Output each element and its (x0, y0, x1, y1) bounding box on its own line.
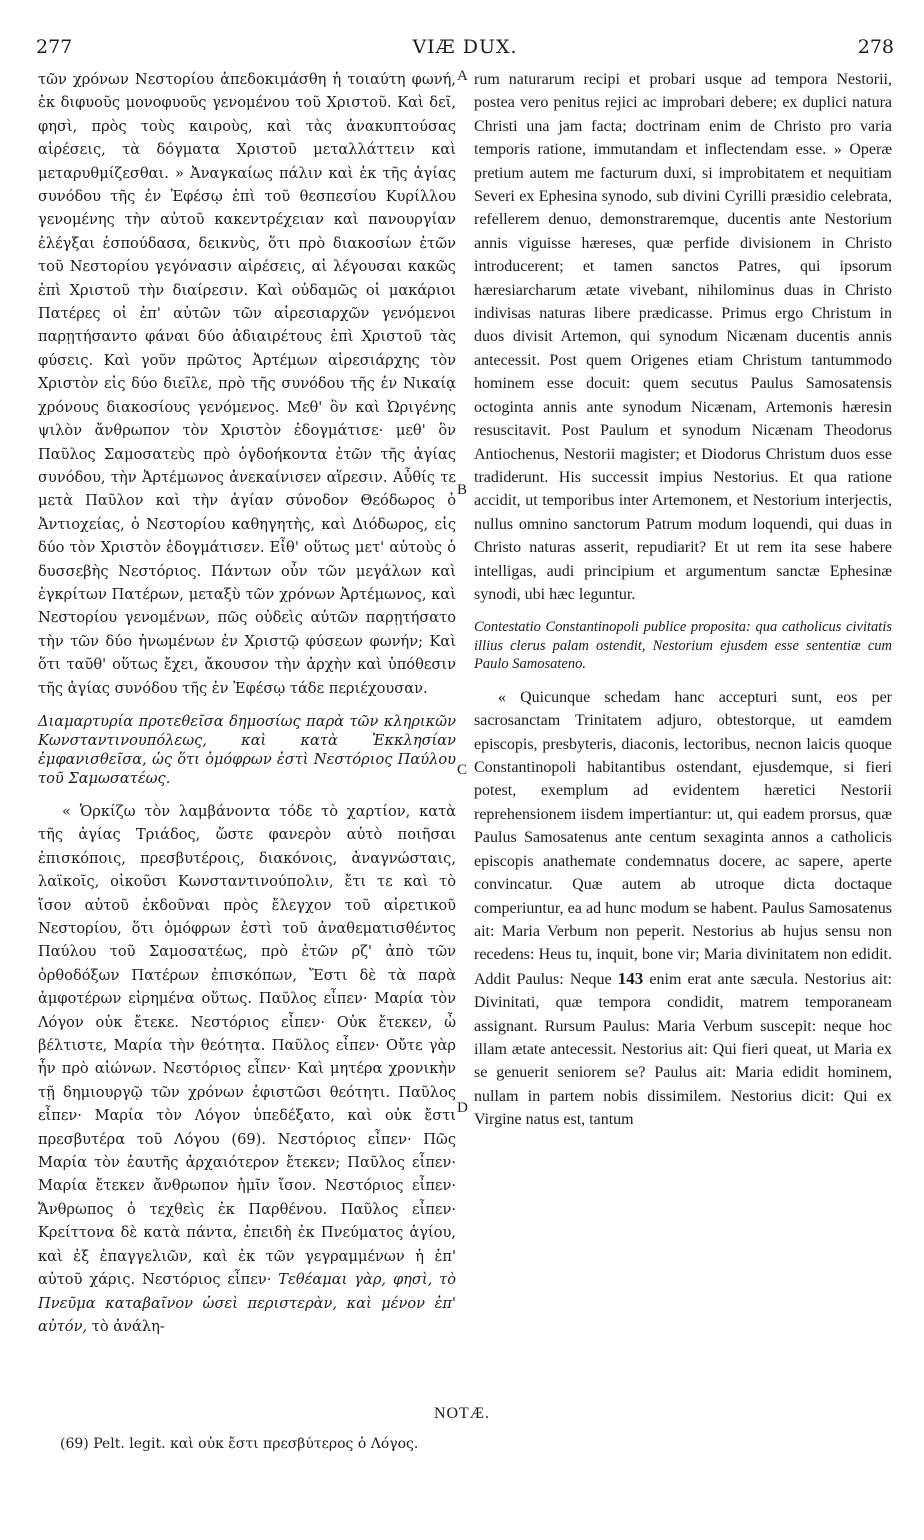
latin-p2-text-b: enim erat ante sæcula. Nestorius ait: Divinitati, quæ tempora condidit, matrem temporaneam assignant. Rursum Paulus: Maria Verbum suscepit: neque hoc illam ætate antecessit. Nestorius ait: Qui fieri queat, ut Maria ex se genuerit seniorem se? Paulus ait: Maria edidit hominem, nullam in partem nobis dissimilem. Nestorius dicit: Qui ex Virgine natus est, tantum (474, 970, 893, 1129)
greek-p2-text-a: « Ὁρκίζω τὸν λαμβάνοντα τόδε τὸ χαρτίον, κατὰ τῆς ἁγίας Τριάδος, ὥστε φανερὸν αὐτὸ ποιῆσαι ἐπισκόποις, πρεσβυτέροις, διακόνοις, ἀναγνώσταις, λαϊκοῖς, οἰκοῦσι Κωνσταντινούπολιν, ἔτι τε καὶ τὸ ἴσον αὐτοῦ ἐκδοῦναι πρὸς ἔλεγχον τοῦ αἱρετικοῦ Νεστορίου, ὅτι ὁμόφρων ἐστὶ τοῦ ἀναθεματισθέντος Παύλου τοῦ Σαμοσατέως, πρὸ ἐτῶν ρζ' ἀπὸ τῶν ὀρθοδόξων Πατέρων ἐπισκόπων, Ἔστι δὲ τὰ παρὰ ἀμφοτέρων εἰρημένα οὕτως. Παῦλος εἶπεν· Μαρία τὸν Λόγον οὐκ ἔτεκε. Νεστόριος εἶπεν· Οὐκ ἔτεκεν, ὦ βέλτιστε, Μαρία τὴν θεότητα. Παῦλος εἶπεν· Οὔτε γὰρ ἦν πρὸ αἰώνων. Νεστόριος εἶπεν· Καὶ μητέρα χρονικὴν τῇ δημιουργῷ τῶν χρόνων ἐφιστῶσι θεότητι. Παῦλος εἶπεν· Μαρία τὸν Λόγον ὑπεδέξατο, καὶ οὐκ ἔστι πρεσβυτέρα τοῦ Λόγου (38, 802, 456, 1148)
greek-paragraph-1: τῶν χρόνων Νεστορίου ἀπεδοκιμάσθη ἡ τοιαύτη φωνή, ἐκ διφυοῦς μονοφυοῦς γενομένου τοῦ Χριστοῦ. Καὶ δεῖ, φησὶ, πρὸς τοὺς καιροὺς, καὶ τὰς ἀνακυπτούσας αἱρέσεις, τὰ δόγματα Χριστοῦ μεταλλάττειν καὶ μεταρυθμίζεσθαι. » Ἀναγκαίως πάλιν καὶ ἐκ τῆς ἁγίας συνόδου τῆς ἐν Ἐφέσῳ ἐπὶ τοῦ θεσπεσίου Κυρίλλου γενομένης τὴν αὐτοῦ κακεντρέχειαν καὶ πανουργίαν ἐλέγξαι ἐσπούδασα, δεικνὺς, ὅτι πρὸ διακοσίων ἐτῶν τοῦ Νεστορίου γεγόνασιν αἱρέσεις, αἱ λέγουσαι κακῶς ἐπὶ Χριστοῦ τὴν διαίρεσιν. Καὶ οὐδαμῶς οἱ μακάριοι Πατέρες οἱ ἐπ' αὐτῶν τῶν αἱρεσιαρχῶν γενόμενοι παρῃτήσαντο φάναι δύο ἀδιαιρέτους ἐπὶ Χριστοῦ τὰς φύσεις. Καὶ γοῦν πρῶτος Ἀρτέμων αἱρεσιάρχης τὸν Χριστὸν εἰς δύο διεῖλε, πρὸ τῆς συνόδου τῆς ἐν Νικαίᾳ χρόνους διακοσίους γενόμενος. Μεθ' ὃν καὶ Ὠριγένης ψιλὸν ἄνθρωπον τὸν Χριστὸν ἐδογμάτισε· μεθ' ὃν Παῦλος Σαμοσατεὺς πρὸ ὀγδοήκοντα ἐτῶν τῆς ἁγίας συνόδου, τὴν Ἀρτέμωνος ἀνεκαίνισεν αἵρεσιν. Αὖθίς τε μετὰ Παῦλον καὶ τὴν ἁγίαν σύνοδον Θεόδωρος ὁ Ἀντιοχείας, ὁ Νεστορίου καθηγητὴς, καὶ Διόδωρος, εἰς δύο τὸν Χριστὸν ἐδογμάτισεν. Εἶθ' οὕτως μετ' αὐτοὺς ὁ δυσσεβὴς Νεστόριος. Πάντων οὖν τῶν μεγάλων καὶ ἐγκρίτων Πατέρων, μεταξὺ τῶν χρόνων Ἀρτέμωνος, καὶ Νεστορίου γενομένων, πῶς οὐδεὶς αὐτῶν παρῃτήσατο τὴν τῶν δύο ἡνωμένων ἐν Χριστῷ φύσεων φωνήν; Καὶ ὅτι ταῦθ' οὕτως ἔχει, ἄκουσον τὴν ἀρχὴν καὶ ὑπόθεσιν τῆς ἁγίας συνόδου τῆς ἐν Ἐφέσῳ τάδε περιέχουσαν. (38, 71, 456, 697)
latin-section-heading: Contestatio Constantinopoli publice proposita: qua catholicus civitatis illius clerus palam ostendit, Nestorium ejusdem esse sententiæ cum Paulo Samosateno. (474, 619, 892, 673)
latin-column (474, 68, 892, 1132)
page-number-right: 278 (857, 36, 894, 58)
note-reference-69: (69) (231, 1130, 262, 1148)
greek-paragraph-2 (38, 800, 456, 1338)
page-header (36, 36, 894, 62)
section-letter-b: B (457, 482, 468, 498)
section-letter-a: A (457, 68, 468, 84)
latin-paragraph-2 (474, 686, 892, 1132)
greek-p2-text-c: τὸ ἀνάλη- (91, 1317, 165, 1335)
notes-heading: NOTÆ. (433, 1405, 491, 1422)
section-letter-c: C (457, 762, 468, 778)
greek-section-heading: Διαμαρτυρία προτεθεῖσα δημοσίως παρὰ τῶν κληρικῶν Κωνσταντινουπόλεως, καὶ κατὰ Ἐκκλησίαν ἐμφανισθεῖσα, ὡς ὅτι ὁμόφρων ἐστὶ Νεστόριος Παύλου τοῦ Σαμωσατέως. (38, 712, 456, 787)
latin-p2-text-a: « Quicunque schedam hanc accepturi sunt, eos per sacrosanctam Trinitatem adjuro, obtestorque, ut eamdem episcopis, presbyteris, diaconis, lectoribus, necnon laicis quoque Constantinopoli habitantibus ostendant, ejusdemque, si fieri potest, exemplum ad evidentem hæretici Nestorii reprehensionem iisdem impertiantur: ut, qui eadem prorsus, quæ Paulus Samosatenus ante centum sexaginta annos a catholicis episcopis anathemate condemnatus docere, ac sapere, aperte convincatur. Quæ autem ab utroque dicta doctaque comperiuntur, ea ad hunc modum se habent. Paulus Samosatenus ait: Maria Verbum non peperit. Nestorius ab hujus sensu non recedens: Heus tu, inquit, bone vir; Maria divinitatem non edidit. Addit Paulus: Neque (474, 688, 892, 988)
section-letters (455, 68, 473, 1168)
original-page-reference: 143 (617, 968, 644, 988)
greek-p2-quotation: Τεθέαμαι γὰρ, φησὶ, τὸ Πνεῦμα καταβαῖνον ὡσεὶ περιστερὰν, καὶ μένον ἐπ' αὐτόν, (38, 1271, 456, 1335)
section-letter-d: D (457, 1100, 468, 1116)
footnote-69: (69) Pelt. legit. καὶ οὐκ ἔστι πρεσβύτερος ὁ Λόγος. (60, 1436, 419, 1452)
greek-p2-text-b: . Νεστόριος εἶπεν· Πῶς Μαρία τὸν ἑαυτῆς ἀρχαιότερον ἔτεκεν; Παῦλος εἶπεν· Μαρία ἔτεκεν ἄνθρωπον ἡμῖν ἴσον. Νεστόριος εἶπεν· Ἄνθρωπος ὁ τεχθεὶς ἐκ Παρθένου. Παῦλος εἶπεν· Κρείττονα δὲ κατὰ πάντα, ἐπειδὴ ἐκ Πνεύματος ἁγίου, καὶ ἐξ ἐπαγγελιῶν, καὶ ἐκ τῶν γεγραμμένων ἡ ἐπ' αὐτοῦ χάρις. Νεστόριος εἶπεν· (38, 1130, 456, 1289)
greek-column (38, 68, 456, 1338)
page-number-left: 277 (36, 36, 73, 58)
running-title: VIÆ DUX. (412, 36, 518, 58)
latin-paragraph-1: rum naturarum recipi et probari usque ad tempora Nestorii, postea vero penitus rejici ac improbari debere; ex duplici natura Christi una jam facta; doctrinam enim de Christo pro varia temporis ratione, immutandam et inflectendam esse. » Operæ pretium autem me facturum duxi, si improbitatem et nequitiam Severi ex Ephesina synodo, sub divini Cyrilli præsidio celebrata, refellerem denuo, demonstraremque, ducentis ante Nestorium annis viguisse hæreses, quæ perfide divisionem in Christo introducerent; et tamen sanctos Patres, qui ipsorum hæresiarcharum ætate vivebant, nihilominus duas in Christo indivisas naturas libere prædicasse. Primus ergo Christum in duos divisit Artemon, qui synodum Nicænam ducentis annis antecessit. Post quem Origenes etiam Christum tantummodo hominem esse docuit: quem secutus Paulus Samosatensis octoginta annis ante synodum Nicænam, Artemonis hæresin resuscitavit. Post Paulum et synodum Nicænam Theodorus Antiochenus, Nestorii magister; et Diodorus Christum duos esse tradiderunt. His successit impius Nestorius. Et qua ratione accidit, ut temporibus inter Artemonem, et Nestorium interjectis, nullus omnino sanctorum Patrum modum loquendi, qui duas in Christo naturas asserit, repudiarit? Et ut rem ita sese habere intelligas, audi principium et argumentum sanctæ Ephesinæ synodi, ubi hæc leguntur. (474, 71, 892, 603)
